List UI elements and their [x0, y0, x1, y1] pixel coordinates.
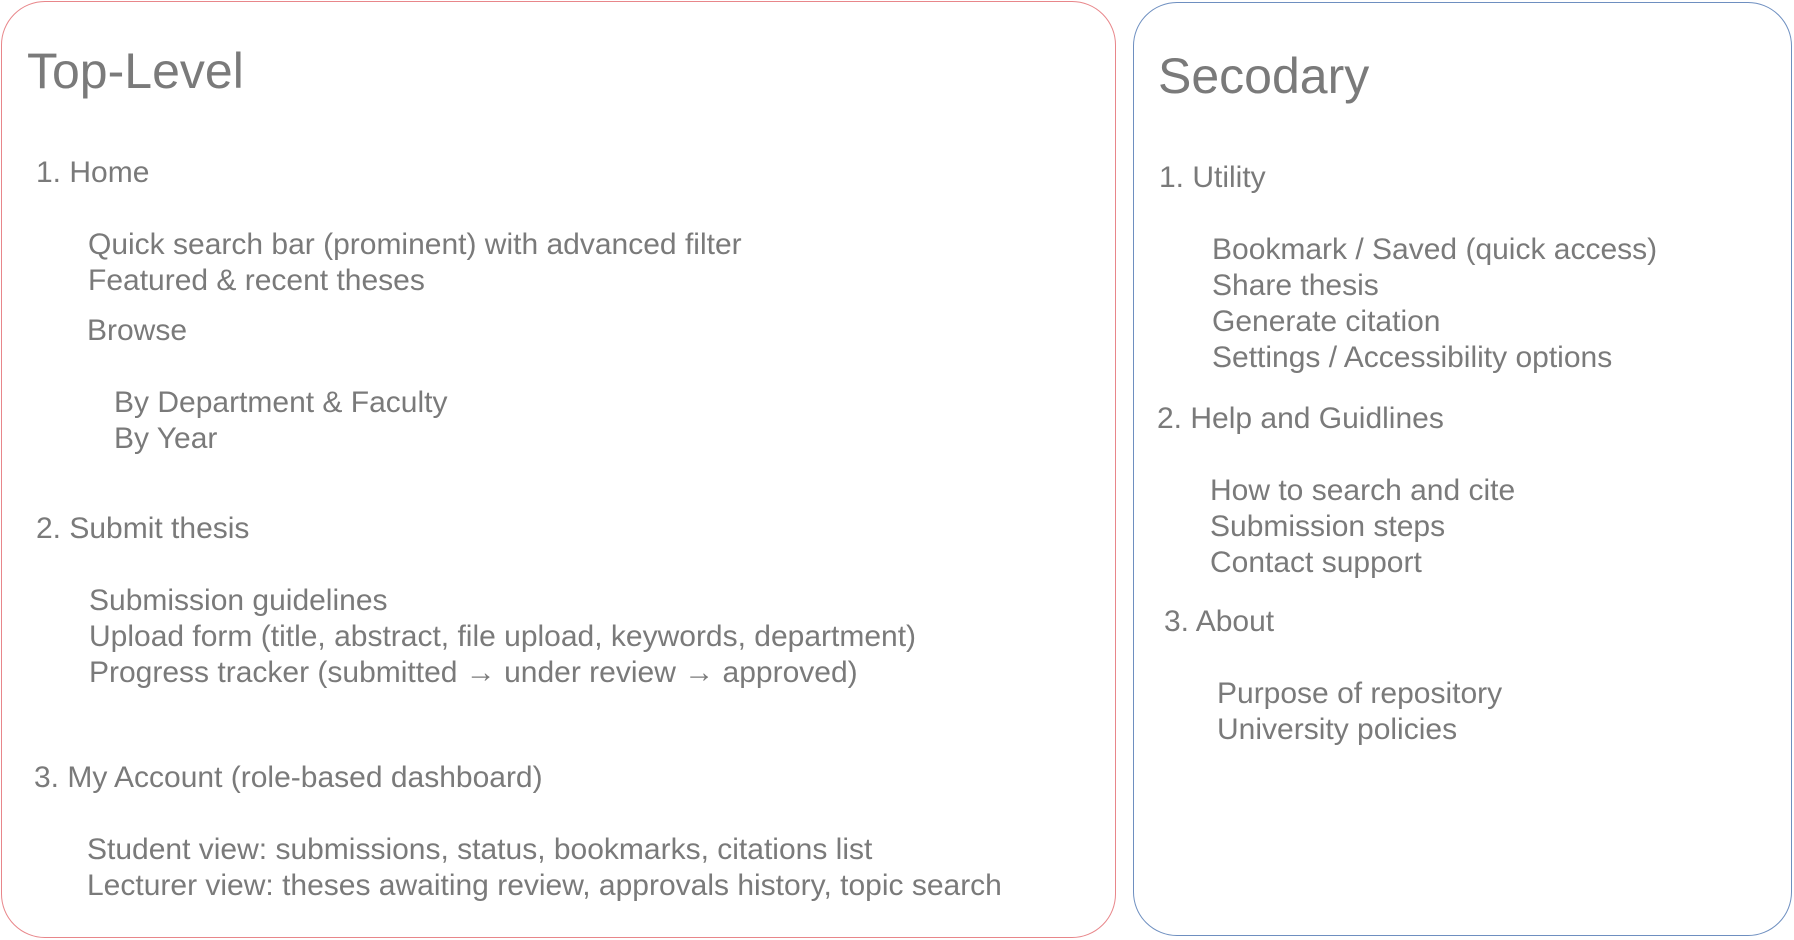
home-heading: 1. Home [36, 156, 150, 189]
help-item-search-cite: How to search and cite [1210, 474, 1516, 507]
utility-item-citation: Generate citation [1212, 305, 1441, 338]
browse-item-year: By Year [114, 422, 218, 455]
submit-item-guidelines: Submission guidelines [89, 584, 388, 617]
submit-item-progress-tracker: Progress tracker (submitted → under review → approved) [89, 656, 858, 689]
top-level-panel [1, 1, 1116, 938]
secondary-panel [1133, 2, 1792, 936]
about-heading: 3. About [1164, 605, 1275, 638]
my-account-heading: 3. My Account (role-based dashboard) [34, 761, 543, 794]
utility-heading: 1. Utility [1159, 161, 1266, 194]
help-heading: 2. Help and Guidlines [1157, 402, 1444, 435]
about-item-policies: University policies [1217, 713, 1458, 746]
submit-thesis-heading: 2. Submit thesis [36, 512, 250, 545]
home-item-search: Quick search bar (prominent) with advanced filter [88, 228, 742, 261]
about-item-purpose: Purpose of repository [1217, 677, 1503, 710]
account-item-lecturer-view: Lecturer view: theses awaiting review, approvals history, topic search [87, 869, 1002, 902]
secondary-title: Secodary [1158, 48, 1370, 104]
help-item-submission-steps: Submission steps [1210, 510, 1446, 543]
utility-item-share: Share thesis [1212, 269, 1379, 302]
utility-item-settings: Settings / Accessibility options [1212, 341, 1613, 374]
utility-item-bookmark: Bookmark / Saved (quick access) [1212, 233, 1658, 266]
submit-item-upload-form: Upload form (title, abstract, file upload, keywords, department) [89, 620, 917, 653]
top-level-title: Top-Level [27, 43, 244, 99]
account-item-student-view: Student view: submissions, status, bookmarks, citations list [87, 833, 873, 866]
home-browse-heading: Browse [87, 314, 188, 347]
help-item-contact-support: Contact support [1210, 546, 1422, 579]
home-item-featured: Featured & recent theses [88, 264, 425, 297]
browse-item-department: By Department & Faculty [114, 386, 448, 419]
